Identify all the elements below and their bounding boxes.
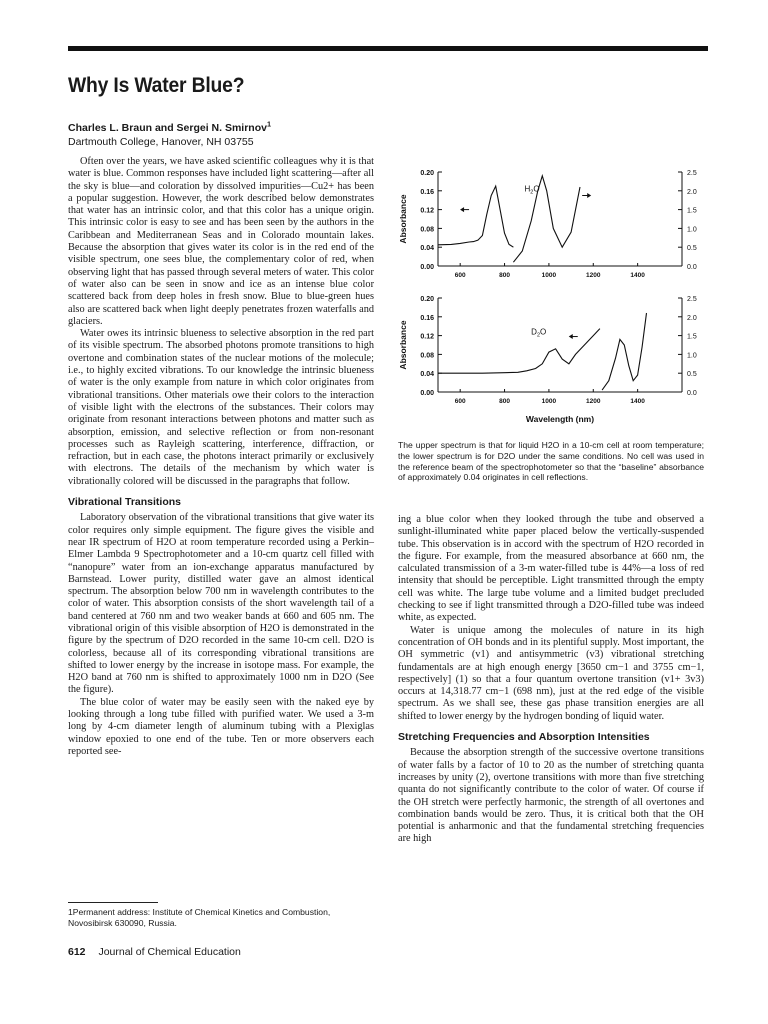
axis-arrow-head xyxy=(569,334,573,339)
paragraph: ing a blue color when they looked through the tube and observed a sunlight-illuminated white paper placed below the vertically-suspended tube. This observation is in accord with the spectrum of H2O recorded in the figure. For example, from the measured absorbance at 660 nm, the calculated transmission of a 3-m water-filled tube is 44%—a loss of red intensity that should be perceptible. Light transmitted through the empty cell was white. The large tube volume and a limited budget precluded checking to see if light transmitted through a D2O-filled tube was indeed white, as expected. xyxy=(398,514,704,624)
y-tick-label-right: 0.0 xyxy=(687,390,697,397)
x-tick-label: 1400 xyxy=(630,398,645,405)
author-names: Charles L. Braun and Sergei N. Smirnov xyxy=(68,122,267,134)
section-heading: Vibrational Transitions xyxy=(68,496,181,509)
left-column xyxy=(68,156,374,758)
page-footer xyxy=(68,946,241,958)
paragraph: Because the absorption strength of the successive overtone transitions of water falls by a factor of 10 to 20 as the number of stretching quanta increases by unity (2), overtone transitions with more than five stretching quanta do not significantly contribute to the color of water. Of course if the OH stretch were perfectly harmonic, the strength of all overtones and combination bands would be zero. Thus, it is critical both that the OH potential is anharmonic and that the fundamental stretching frequencies are high xyxy=(398,747,704,845)
spectrum-line-right xyxy=(602,313,646,390)
y-tick-label-left: 0.12 xyxy=(420,207,434,215)
y-tick-label-left: 0.04 xyxy=(420,245,434,253)
paragraph: Water is unique among the molecules of nature in its high concentration of OH bonds and in its plentiful supply. Most important, the OH symmetric (v1) and antisymmetric (v3) vibrational stretching fundamentals are at high enough energy [3650 cm−1 and 3755 cm−1, respectively] (1) so that a four quantum overtone transition (v1+ 3v3) occurs at 14,318.77 cm−1 (698 nm), just at the red edge of the visible spectrum. As we shall see, these gas phase transition energies are all shifted to lower energy by the hydrogen bonding of liquid water. xyxy=(398,624,704,722)
footnote: 1Permanent address: Institute of Chemical Kinetics and Combustion, Novosibirsk 630090, Russia. xyxy=(68,907,331,928)
y-tick-label-right: 2.0 xyxy=(687,314,697,322)
y-tick-label-right: 1.0 xyxy=(687,352,697,360)
paragraph: Often over the years, we have asked scientific colleagues why it is that water is blue. Common responses have included light scattering—after all the sky is blue—and coloration by dissolved impurities—Cu2+ has been a popular suggestion. However, the work described below demonstrates that water has an intrinsic color, and that this color has a unique origin. This intrinsic color is easy to see and has been seen by the authors in the Caribbean and Mediterranean Seas and in Colorado mountain lakes. Because the absorption that gives water its color is in the red end of the visible spectrum, one sees blue, the complementary color of red, when observing light that has passed through several meters of water. This color of water also can be seen in snow and ice as an intense blue color scattered back from deep holes in fresh snow. Blue to blue-green hues also are scattered back when light deeply penetrates frozen waterfalls and glaciers. xyxy=(68,156,374,327)
y-tick-label-right: 2.5 xyxy=(687,170,697,177)
top-rule xyxy=(68,46,708,51)
figure-caption: The upper spectrum is that for liquid H2O in a 10-cm cell at room temperature; the lower spectrum is for D2O under the same conditions. No cell was used in the reference beam of the spectrophotometer so that the “baseline” absorbance of approximately 0.04 originates in cell reflections. xyxy=(398,440,704,483)
y-tick-label-left: 0.20 xyxy=(420,170,434,177)
section-heading: Stretching Frequencies and Absorption Intensities xyxy=(398,731,650,744)
y-tick-label-right: 0.5 xyxy=(687,371,697,379)
spectrum-line-left xyxy=(438,186,513,247)
y-tick-label-left: 0.08 xyxy=(420,352,434,360)
x-tick-label: 1200 xyxy=(586,398,601,405)
x-tick-label: 600 xyxy=(454,272,466,279)
series-label: $H_2O$ xyxy=(524,184,540,196)
x-tick-label: 1200 xyxy=(586,272,601,279)
x-tick-label: 1400 xyxy=(630,272,645,279)
paragraph: Water owes its intrinsic blueness to selective absorption in the red part of its visible spectrum. The absorbed photons promote transitions to high overtone and combination states of the nuclear motions of the molecule; i.e., to highly excited vibrations. To our knowledge the intrinsic blueness of water is the only example from nature in which color originates from vibrational transitions. Other materials owe their colors to the interaction of visible light with the electrons of the substances. Their colors may originate from resonant interactions between photons and matter such as absorption, emission, and selective reflection or from non-resonant processes such as Rayleigh scattering, interference, diffraction, or refraction, but in each case, the photons interact primarily or exclusively with electrons. The details of the mechanism by which water is vibrationally colored will be discussed in the paragraphs that follow. xyxy=(68,328,374,487)
axis-arrow-head xyxy=(587,193,591,198)
x-tick-label: 1000 xyxy=(541,398,557,405)
page-number: 612 xyxy=(68,946,86,958)
y-tick-label-right: 2.5 xyxy=(687,296,697,303)
y-tick-label-right: 2.0 xyxy=(687,188,697,196)
footnote-rule xyxy=(68,902,158,903)
spectra-figure xyxy=(384,160,714,430)
x-tick-label: 1000 xyxy=(541,272,557,279)
series-label: $D_2O$ xyxy=(531,327,547,339)
axis-arrow-head xyxy=(460,207,464,212)
y-tick-label-left: 0.04 xyxy=(420,371,434,379)
right-column xyxy=(398,514,704,846)
y-axis-label: Absorbance xyxy=(398,194,408,244)
y-tick-label-right: 0.5 xyxy=(687,245,697,253)
x-tick-label: 600 xyxy=(454,398,466,405)
y-tick-label-left: 0.20 xyxy=(420,296,434,303)
y-tick-label-left: 0.08 xyxy=(420,226,434,234)
paragraph: The blue color of water may be easily seen with the naked eye by looking through a long tube filled with purified water. We used a 3-m long by 4-cm diameter length of aluminum tubing with a Plexiglas window epoxied to one end of the tube. Ten or more observers each reported see- xyxy=(68,696,374,757)
paragraph: Laboratory observation of the vibrational transitions that give water its color requires only simple equipment. The figure gives the visible and near IR spectrum of H2O at room temperature recorded using a Perkin–Elmer Lambda 9 Spectrophotometer and a 10-cm quartz cell filled with “nanopure” water from an ion-exchange apparatus manufactured by Barnstead. Lower purity, distilled water gave an almost identical spectrum. The absorption below 700 nm in wavelength contributes to the color of water. This absorption consists of the short wavelength tail of a band centered at 760 nm and two weaker bands at 660 and 605 nm. The vibrational origin of this visible absorption of H2O is demonstrated in the figure by the spectrum of D2O recorded in the same 10-cm cell. D2O is colorless, because all of its corresponding vibrational transitions are shifted to lower energy by the increase in isotope mass. For example, the H2O band at 760 nm is shifted to approximately 1000 nm in D2O (See the figure). xyxy=(68,512,374,696)
y-tick-label-right: 1.0 xyxy=(687,226,697,234)
y-tick-label-right: 1.5 xyxy=(687,207,697,215)
article-title: Why Is Water Blue? xyxy=(68,74,245,97)
y-tick-label-right: 1.5 xyxy=(687,333,697,341)
y-tick-label-left: 0.00 xyxy=(420,390,434,397)
y-tick-label-left: 0.16 xyxy=(420,188,434,196)
y-tick-label-left: 0.00 xyxy=(420,264,434,271)
journal-name: Journal of Chemical Education xyxy=(98,946,241,958)
x-tick-label: 800 xyxy=(499,398,510,405)
author-footnote-mark: 1 xyxy=(266,119,272,129)
x-tick-label: 800 xyxy=(499,272,510,279)
spectrum-line-right xyxy=(513,176,580,262)
y-tick-label-left: 0.16 xyxy=(420,314,434,322)
spectrum-line-left xyxy=(438,329,600,374)
affiliation: Dartmouth College, Hanover, NH 03755 xyxy=(68,136,254,148)
authors xyxy=(68,119,272,134)
y-tick-label-left: 0.12 xyxy=(420,333,434,341)
y-tick-label-right: 0.0 xyxy=(687,264,697,271)
y-axis-label: Absorbance xyxy=(398,320,408,370)
x-axis-label: Wavelength (nm) xyxy=(525,414,595,424)
